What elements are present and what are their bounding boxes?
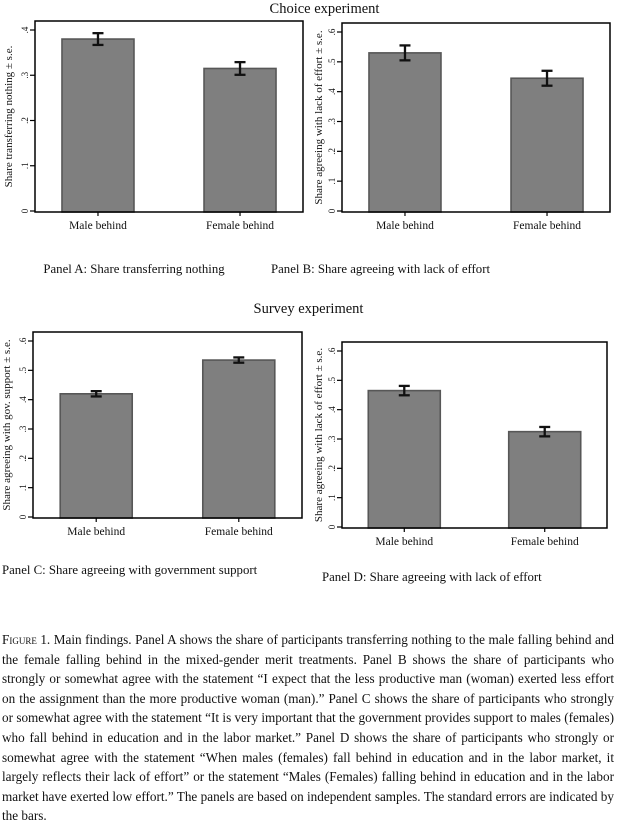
y-tick-label: .2 — [18, 454, 28, 462]
y-axis-label: Share transferring nothing ± s.e. — [3, 45, 15, 188]
y-tick-label: .6 — [327, 347, 337, 355]
y-tick-label: .5 — [327, 376, 337, 384]
panel-d-caption: Panel D: Share agreeing with lack of effort — [322, 570, 542, 584]
y-tick-label: .5 — [327, 58, 337, 66]
y-tick-label: .2 — [20, 117, 30, 124]
panel-a-caption: Panel A: Share transferring nothing — [43, 262, 225, 276]
y-axis-label: Share agreeing with gov. support ± s.e. — [1, 339, 13, 511]
panel-c-caption: Panel C: Share agreeing with government support — [2, 563, 258, 577]
x-category-label: Male behind — [375, 536, 434, 548]
x-category-label: Female behind — [206, 220, 275, 232]
x-category-label: Female behind — [204, 526, 273, 538]
y-tick-label: .3 — [20, 71, 30, 79]
figure-caption-body: Main findings. Panel A shows the share of participants transferring nothing to the male falling behind and the female falling behind in the mixed-gender merit treatments. Panel B shows the share of participants who strongly or somewhat agree with the statement “I expect that the less productive man (woman) exerted less effort on the assignment than the more productive woman (man).” Panel C shows the share of participants who strongly or somewhat agree with the statement “It is very important that the government provides support to males (females) who fall behind in education and in the labor market.” Panel D shows the share of participants who strongly or somewhat agree with the statement “When males (females) fall behind in education and in the labor market, it largely reflects their lack of effort” or the statement “Males (Females) falling behind in education and in the labor market have exerted low effort.” The panels are based on independent samples. The standard errors are indicated by the bars. — [2, 632, 614, 824]
y-tick-label: .4 — [327, 88, 337, 96]
y-tick-label: .6 — [327, 28, 337, 36]
x-category-label: Female behind — [510, 536, 579, 548]
x-category-label: Male behind — [376, 220, 434, 232]
y-tick-label: .2 — [327, 147, 337, 155]
panel-b-chart — [307, 18, 617, 240]
y-tick-label: .6 — [18, 337, 28, 345]
panel-b-caption: Panel B: Share agreeing with lack of effort — [271, 262, 491, 276]
bar-female-behind — [204, 68, 276, 212]
x-category-label: Female behind — [513, 220, 582, 232]
panel-c-chart — [0, 328, 312, 550]
bar-male-behind — [62, 39, 134, 212]
y-tick-label: .1 — [327, 494, 337, 502]
y-tick-label: .5 — [18, 366, 28, 374]
y-tick-label: .3 — [327, 435, 337, 443]
y-tick-label: .1 — [20, 162, 30, 170]
x-category-label: Male behind — [67, 526, 126, 538]
figure-caption — [2, 630, 614, 826]
y-tick-label: 0 — [18, 514, 28, 520]
bar-male-behind — [369, 53, 441, 212]
y-tick-label: .2 — [327, 464, 337, 472]
panel-a-chart — [0, 18, 312, 240]
y-tick-label: .4 — [20, 26, 30, 34]
y-tick-label: .1 — [18, 484, 28, 492]
bar-male-behind — [60, 394, 132, 518]
y-tick-label: .4 — [327, 406, 337, 414]
panel-d-chart — [307, 338, 617, 560]
bar-female-behind — [203, 360, 275, 518]
bar-female-behind — [511, 78, 583, 212]
y-tick-label: .4 — [18, 396, 28, 404]
y-tick-label: 0 — [327, 524, 337, 530]
y-tick-label: .3 — [327, 118, 337, 125]
bar-male-behind — [368, 391, 440, 528]
y-axis-label: Share agreeing with lack of effort ± s.e. — [313, 30, 325, 205]
bar-female-behind — [509, 432, 581, 528]
survey-experiment-title: Survey experiment — [253, 301, 364, 317]
x-category-label: Male behind — [69, 220, 127, 232]
y-tick-label: 0 — [20, 208, 30, 214]
y-axis-label: Share agreeing with lack of effort ± s.e. — [313, 347, 325, 523]
y-tick-label: .1 — [327, 177, 337, 185]
choice-experiment-title: Choice experiment — [269, 1, 380, 17]
y-tick-label: 0 — [327, 208, 337, 214]
figure-caption-label: Figure 1. — [2, 632, 51, 647]
y-tick-label: .3 — [18, 425, 28, 433]
